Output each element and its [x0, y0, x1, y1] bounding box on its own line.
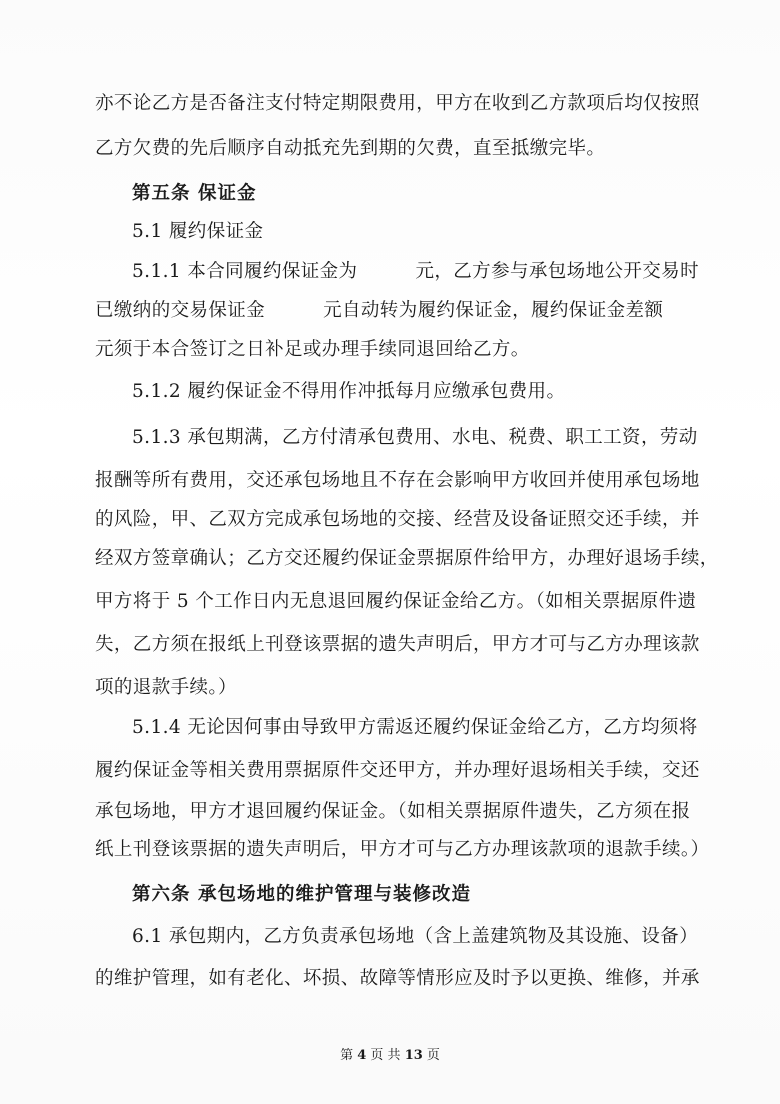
clause-text: 5.1.1 本合同履约保证金为 [132, 261, 358, 282]
footer-suffix: 页 [426, 1048, 440, 1063]
section-heading: 第六条 承包场地的维护管理与装修改造 [132, 884, 471, 905]
body-line [95, 299, 695, 323]
clause-line: 5.1.3 承包期满，乙方付清承包费用、水电、税费、职工工资，劳动 [132, 427, 698, 448]
clause-text: 元，乙方参与承包场地公开交易时 [415, 261, 699, 282]
body-line: 元须于本合签订之日补足或办理手续同退回给乙方。 [95, 339, 530, 360]
footer-prefix: 第 [340, 1048, 354, 1063]
body-line: 失，乙方须在报纸上刊登该票据的遗失声明后，甲方才可与乙方办理该款 [95, 634, 700, 655]
body-line: 乙方欠费的先后顺序自动抵充先到期的欠费，直至抵缴完毕。 [95, 138, 606, 159]
clause-text: 元自动转为履约保证金，履约保证金差额 [323, 300, 664, 321]
section-heading: 第五条 保证金 [132, 183, 257, 204]
clause-line: 5.1 履约保证金 [132, 221, 264, 242]
body-line: 承包场地，甲方才退回履约保证金。（如相关票据原件遗失，乙方须在报 [95, 801, 691, 822]
clause-line [132, 260, 732, 284]
clause-line: 5.1.4 无论因何事由导致甲方需返还履约保证金给乙方，乙方均须将 [132, 717, 698, 738]
body-line: 亦不论乙方是否备注支付特定期限费用，甲方在收到乙方款项后均仅按照 [95, 93, 700, 114]
body-line: 项的退款手续。） [95, 677, 237, 698]
body-line: 经双方签章确认；乙方交还履约保证金票据原件给甲方，办理好退场手续， [95, 548, 719, 569]
current-page-number: 4 [357, 1048, 367, 1063]
total-page-count: 13 [404, 1048, 423, 1063]
body-line: 报酬等所有费用，交还承包场地且不存在会影响甲方收回并使用承包场地 [95, 470, 700, 491]
body-line: 甲方将于 5 个工作日内无息退回履约保证金给乙方。（如相关票据原件遗 [95, 591, 697, 612]
body-line: 履约保证金等相关费用票据原件交还甲方，并办理好退场相关手续，交还 [95, 760, 700, 781]
body-line: 的风险，甲、乙双方完成承包场地的交接、经营及设备证照交还手续，并 [95, 509, 700, 530]
footer-middle: 页 共 [370, 1048, 401, 1063]
body-line: 的维护管理，如有老化、坏损、故障等情形应及时予以更换、维修，并承 [95, 968, 700, 989]
clause-text: 已缴纳的交易保证金 [95, 300, 266, 321]
page-footer [0, 1047, 780, 1065]
body-line: 纸上刊登该票据的遗失声明后，甲方才可与乙方办理该款项的退款手续。） [95, 839, 710, 860]
clause-line: 5.1.2 履约保证金不得用作冲抵每月应缴承包费用。 [132, 381, 566, 402]
clause-line: 6.1 承包期内，乙方负责承包场地（含上盖建筑物及其设施、设备） [132, 926, 699, 947]
